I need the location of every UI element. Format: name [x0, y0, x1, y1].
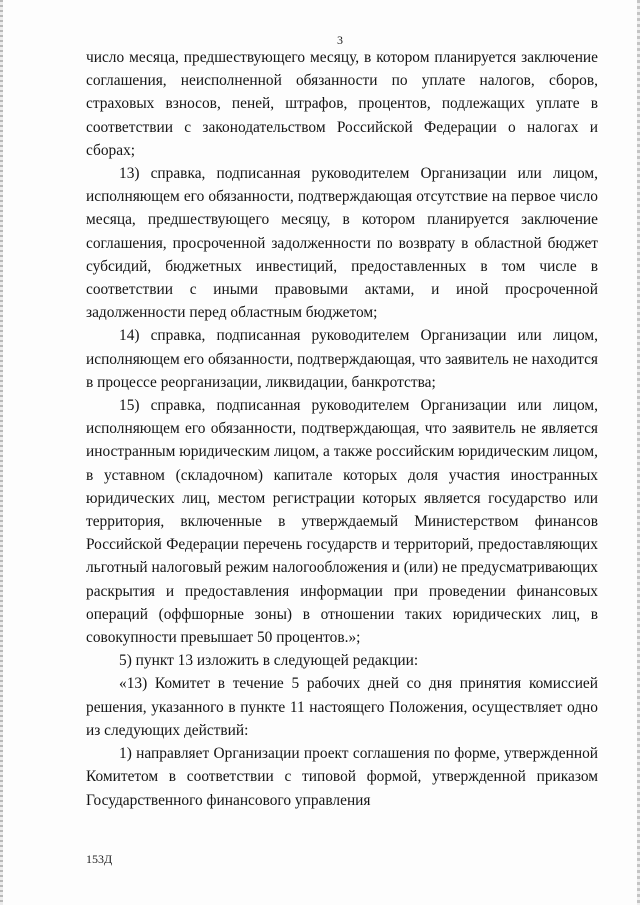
page-number: 3 — [337, 33, 343, 47]
paragraph-item-13: 13) справка, подписанная руководителем Организации или лицом, исполняющем его обязанности, подтверждающая отсутствие на первое число месяца, предшествующего месяцу, в котором планируется заключение соглашения, просроченной задолженности по возврату в областной бюджет субсидий, бюджетных инвестиций, предоставленных в том числе в соответствии с иными правовыми актами, и иной просроченной задолженности перед областным бюджетом; — [86, 165, 598, 322]
paragraph-clause-13: «13) Комитет в течение 5 рабочих дней со дня принятия комиссией решения, указанного в пункте 11 настоящего Положения, осуществляет одно из следующих действий: — [86, 675, 598, 739]
paragraph-subitem-1: 1) направляет Организации проект соглашения по форме, утвержденной Комитетом в соответствии с типовой формой, утвержденной приказом Государственного финансового управления — [86, 745, 598, 809]
paragraph-item-5: 5) пункт 13 изложить в следующей редакции: — [119, 652, 419, 670]
paragraph-item-15: 15) справка, подписанная руководителем Организации или лицом, исполняющем его обязанности, подтверждающая, что заявитель не является иностранным юридическим лицом, а также российским юридическим лицом, в уставном (складочном) капитале которых доля участия иностранных юридических лиц, местом регистрации которых является государство или территория, включенные в утверждаемый Министерством финансов Российской Федерации перечень государств и территорий, предоставляющих льготный налоговый режим налогообложения и (или) не предусматривающих раскрытия и предоставления информации при проведении финансовых операций (оффшорные зоны) в отношении таких юридических лиц, в совокупности превышает 50 процентов.»; — [86, 397, 598, 647]
scan-edge-left — [0, 0, 3, 905]
document-body — [86, 46, 598, 812]
paragraph-item-14: 14) справка, подписанная руководителем Организации или лицом, исполняющем его обязанности, подтверждающая, что заявитель не находится в процессе реорганизации, ликвидации, банкротства; — [86, 327, 598, 391]
document-code: 153Д — [86, 852, 113, 866]
paragraph-continuation: число месяца, предшествующего месяцу, в котором планируется заключение соглашения, неисполненной обязанности по уплате налогов, сборов, страховых взносов, пеней, штрафов, процентов, подлежащих уплате в соответствии с законодательством Российской Федерации о налогах и сборах; — [86, 49, 598, 159]
